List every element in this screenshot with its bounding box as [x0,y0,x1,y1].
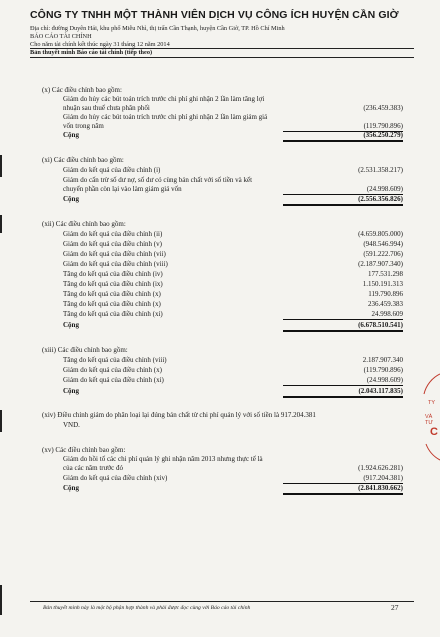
section-xiii-row-value: 2.187.907.340 [362,356,403,364]
binding-mark [0,585,2,615]
section-xi-line: Giảm do cấn trừ số dư nợ, số dư có cùng bản chất với số tiền và kết [63,176,253,184]
section-x-total-label: Cộng [63,131,79,139]
stamp-text: VÀ TƯ [425,414,434,426]
section-xv-line: Giảm do hồi tố các chi phí quản lý ghi nhận năm 2013 nhưng thực tế là [63,455,263,463]
section-xi-line: chuyển phần còn lại vào làm giảm giá vốn [63,185,182,193]
section-xiii-row-value: (119.790.896) [363,366,403,374]
stamp-text: C [430,426,438,438]
section-xii-row-value: (4.659.805.000) [358,230,403,238]
section-xv-total-label: Cộng [63,484,79,492]
binding-mark [0,410,2,432]
section-xv-total: (2.841.830.662) [283,484,403,495]
stamp-text: TY [428,400,436,406]
section-x-line: nhuận sau thuế chưa phân phối [63,104,150,112]
section-xii-row-label: Tăng do kết quả của điều chỉnh (x) [63,300,161,308]
binding-mark [0,215,2,233]
section-x-value: (236.459.383) [363,104,403,112]
section-xii-row-value: (591.222.706) [363,250,403,258]
section-xiii-intro: (xiii) Các điều chỉnh bao gồm: [42,346,128,354]
company-address: Địa chỉ: đường Duyên Hải, khu phố Miễu Nhì, thị trấn Cần Thạnh, huyện Cần Giờ, TP. Hồ Chí Minh [30,25,285,32]
section-xii-row-value: (948.546.994) [363,240,403,248]
section-xiii-row-label: Giảm do kết quả của điều chỉnh (xi) [63,376,164,384]
section-x-value: (119.790.896) [283,122,403,132]
section-xii-row-value: (2.187.907.340) [358,260,403,268]
section-xii-row-label: Giảm do kết quả của điều chỉnh (viii) [63,260,168,268]
section-xi-total: (2.556.356.826) [283,195,403,206]
section-xi-value: (2.531.358.217) [358,166,403,174]
report-subtitle: Bản thuyết minh Báo cáo tài chính (tiếp theo) [30,49,153,56]
section-xiii-row-value: (24.998.609) [283,376,403,386]
section-x-line: Giảm do hủy các bút toán trích trước chi phí ghi nhận 2 lần làm giảm giá [63,113,268,121]
section-xii-row-label: Tăng do kết quả của điều chỉnh (x) [63,290,161,298]
company-name: CÔNG TY TNHH MỘT THÀNH VIÊN DỊCH VỤ CÔNG ÍCH HUYỆN CẦN GIỜ [30,9,399,21]
header-rule-bottom [30,57,414,58]
section-xii-row-value: 119.790.896 [368,290,403,298]
report-period: Cho năm tài chính kết thúc ngày 31 tháng 12 năm 2014 [30,41,170,48]
section-xv-line: của các năm trước đó [63,464,123,472]
section-xiii-row-label: Tăng do kết quả của điều chỉnh (viii) [63,356,167,364]
section-xv-intro: (xv) Các điều chỉnh bao gồm: [42,446,126,454]
section-xiii-total-label: Cộng [63,387,79,395]
section-xii-row-value: 1.150.191.313 [362,280,403,288]
section-xi-line: Giảm do kết quả của điều chỉnh (i) [63,166,161,174]
page-number: 27 [391,603,399,612]
section-xii-total: (6.678.510.541) [283,321,403,332]
section-xi-total-label: Cộng [63,195,79,203]
section-x-line: vốn trong năm [63,122,104,130]
section-xii-row-value: 24.998.609 [283,310,403,320]
section-xiii-row-label: Giảm do kết quả của điều chỉnh (x) [63,366,162,374]
section-xiii-total: (2.043.117.835) [283,387,403,398]
section-x-line: Giảm do hủy các bút toán trích trước chi phí ghi nhận 2 lần làm tăng lợi [63,95,265,103]
section-xv-line: Giảm do kết quả của điều chỉnh (xiv) [63,474,168,482]
section-xii-intro: (xii) Các điều chỉnh bao gồm: [42,220,126,228]
section-xii-row-label: Giảm do kết quả của điều chỉnh (v) [63,240,162,248]
section-xiv-text: VND. [63,421,80,429]
footer-note: Bản thuyết minh này là một bộ phận hợp thành và phải được đọc cùng với Báo cáo tài chính [43,605,251,611]
section-x-total: (356.250.279) [283,131,403,142]
footer-rule [30,601,414,602]
section-xii-row-label: Tăng do kết quả của điều chỉnh (ix) [63,280,163,288]
binding-mark [0,155,2,177]
section-xii-row-value: 236.459.383 [368,300,403,308]
section-x-intro: (x) Các điều chỉnh bao gồm: [42,86,122,94]
section-xii-row-label: Tăng do kết quả của điều chỉnh (xi) [63,310,163,318]
section-xiv-text: (xiv) Điều chỉnh giảm do phân loại lại đúng bản chất từ chi phí quản lý với số tiền là 917.204.381 [42,411,316,419]
section-xii-row-label: Giảm do kết quả của điều chỉnh (vii) [63,250,166,258]
section-xii-row-label: Giảm do kết quả của điều chỉnh (ii) [63,230,163,238]
report-title: BÁO CÁO TÀI CHÍNH [30,33,92,40]
header-rule-top [30,48,414,49]
section-xi-intro: (xi) Các điều chỉnh bao gồm: [42,156,124,164]
section-xv-value: (917.204.381) [283,474,403,484]
section-xi-value: (24.998.609) [283,185,403,195]
section-xii-row-value: 177.531.298 [368,270,403,278]
section-xv-value: (1.924.626.281) [358,464,403,472]
section-xii-row-label: Tăng do kết quả của điều chỉnh (iv) [63,270,163,278]
section-xii-total-label: Cộng [63,321,79,329]
